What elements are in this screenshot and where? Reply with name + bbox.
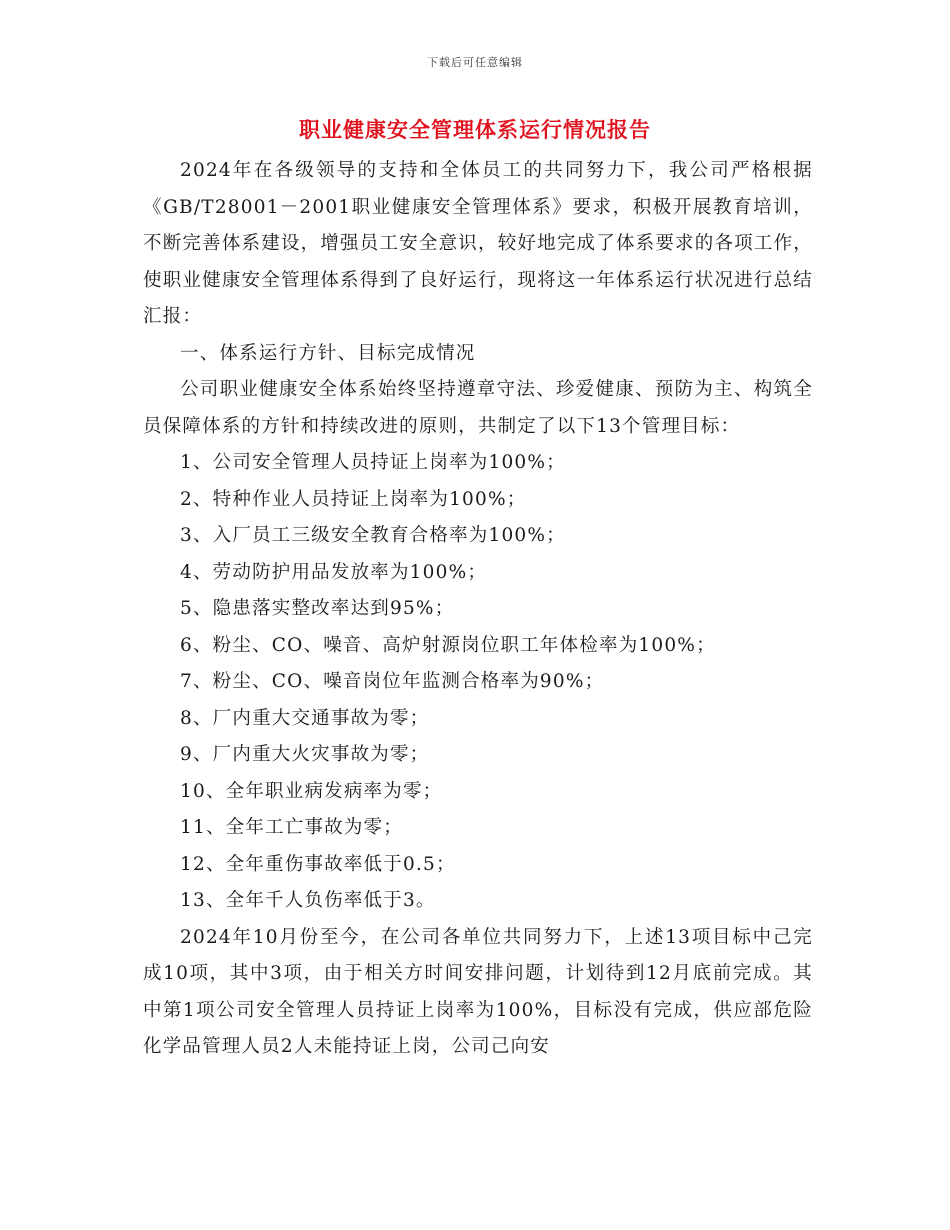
goal-item-2: 2、特种作业人员持证上岗率为100%； (180, 488, 527, 510)
document-body (143, 153, 813, 1066)
header-note: 下载后可任意编辑 (427, 56, 523, 69)
progress-paragraph: 2024年10月份至今，在公司各单位共同努力下，上述13项目标中己完成10项，其中3项，由于相关方时间安排问题，计划待到12月底前完成。其中第1项公司安全管理人员持证上岗率为100%，目标没有完成，供应部危险化学品管理人员2人未能持证上岗，公司己向安 (143, 926, 813, 1057)
goal-item-5: 5、隐患落实整改率达到95%； (180, 598, 455, 619)
goal-item-1: 1、公司安全管理人员持证上岗率为100%； (180, 452, 566, 473)
goal-item-6: 6、粉尘、CO、噪音、高炉射源岗位职工年体检率为100%； (180, 634, 716, 656)
document-title: 职业健康安全管理体系运行情况报告 (299, 117, 651, 142)
goal-item-8: 8、厂内重大交通事故为零； (180, 707, 430, 729)
goal-item-7: 7、粉尘、CO、噪音岗位年监测合格率为90%； (180, 671, 605, 692)
policy-paragraph: 公司职业健康安全体系始终坚持遵章守法、珍爱健康、预防为主、构筑全员保障体系的方针和持续改进的原则，共制定了以下13个管理目标： (143, 379, 813, 437)
goal-item-10: 10、全年职业病发病率为零； (180, 780, 443, 802)
intro-paragraph: 2024年在各级领导的支持和全体员工的共同努力下，我公司严格根据《GB/T28001－2001职业健康安全管理体系》要求，积极开展教育培训，不断完善体系建设，增强员工安全意识，较好地完成了体系要求的各项工作，使职业健康安全管理体系得到了良好运行，现将这一年体系运行状况进行总结汇报： (143, 160, 813, 327)
goal-item-4: 4、劳动防护用品发放率为100%； (180, 561, 488, 583)
goal-item-13: 13、全年千人负伤率低于3。 (180, 890, 436, 911)
goal-item-12: 12、全年重伤事故率低于0.5； (180, 853, 456, 875)
goal-item-9: 9、厂内重大火灾事故为零； (180, 744, 430, 765)
goal-item-3: 3、入厂员工三级安全教育合格率为100%； (180, 525, 566, 546)
section-heading-1: 一、体系运行方针、目标完成情况 (180, 342, 476, 364)
goal-item-11: 11、全年工亡事故为零； (180, 817, 403, 838)
